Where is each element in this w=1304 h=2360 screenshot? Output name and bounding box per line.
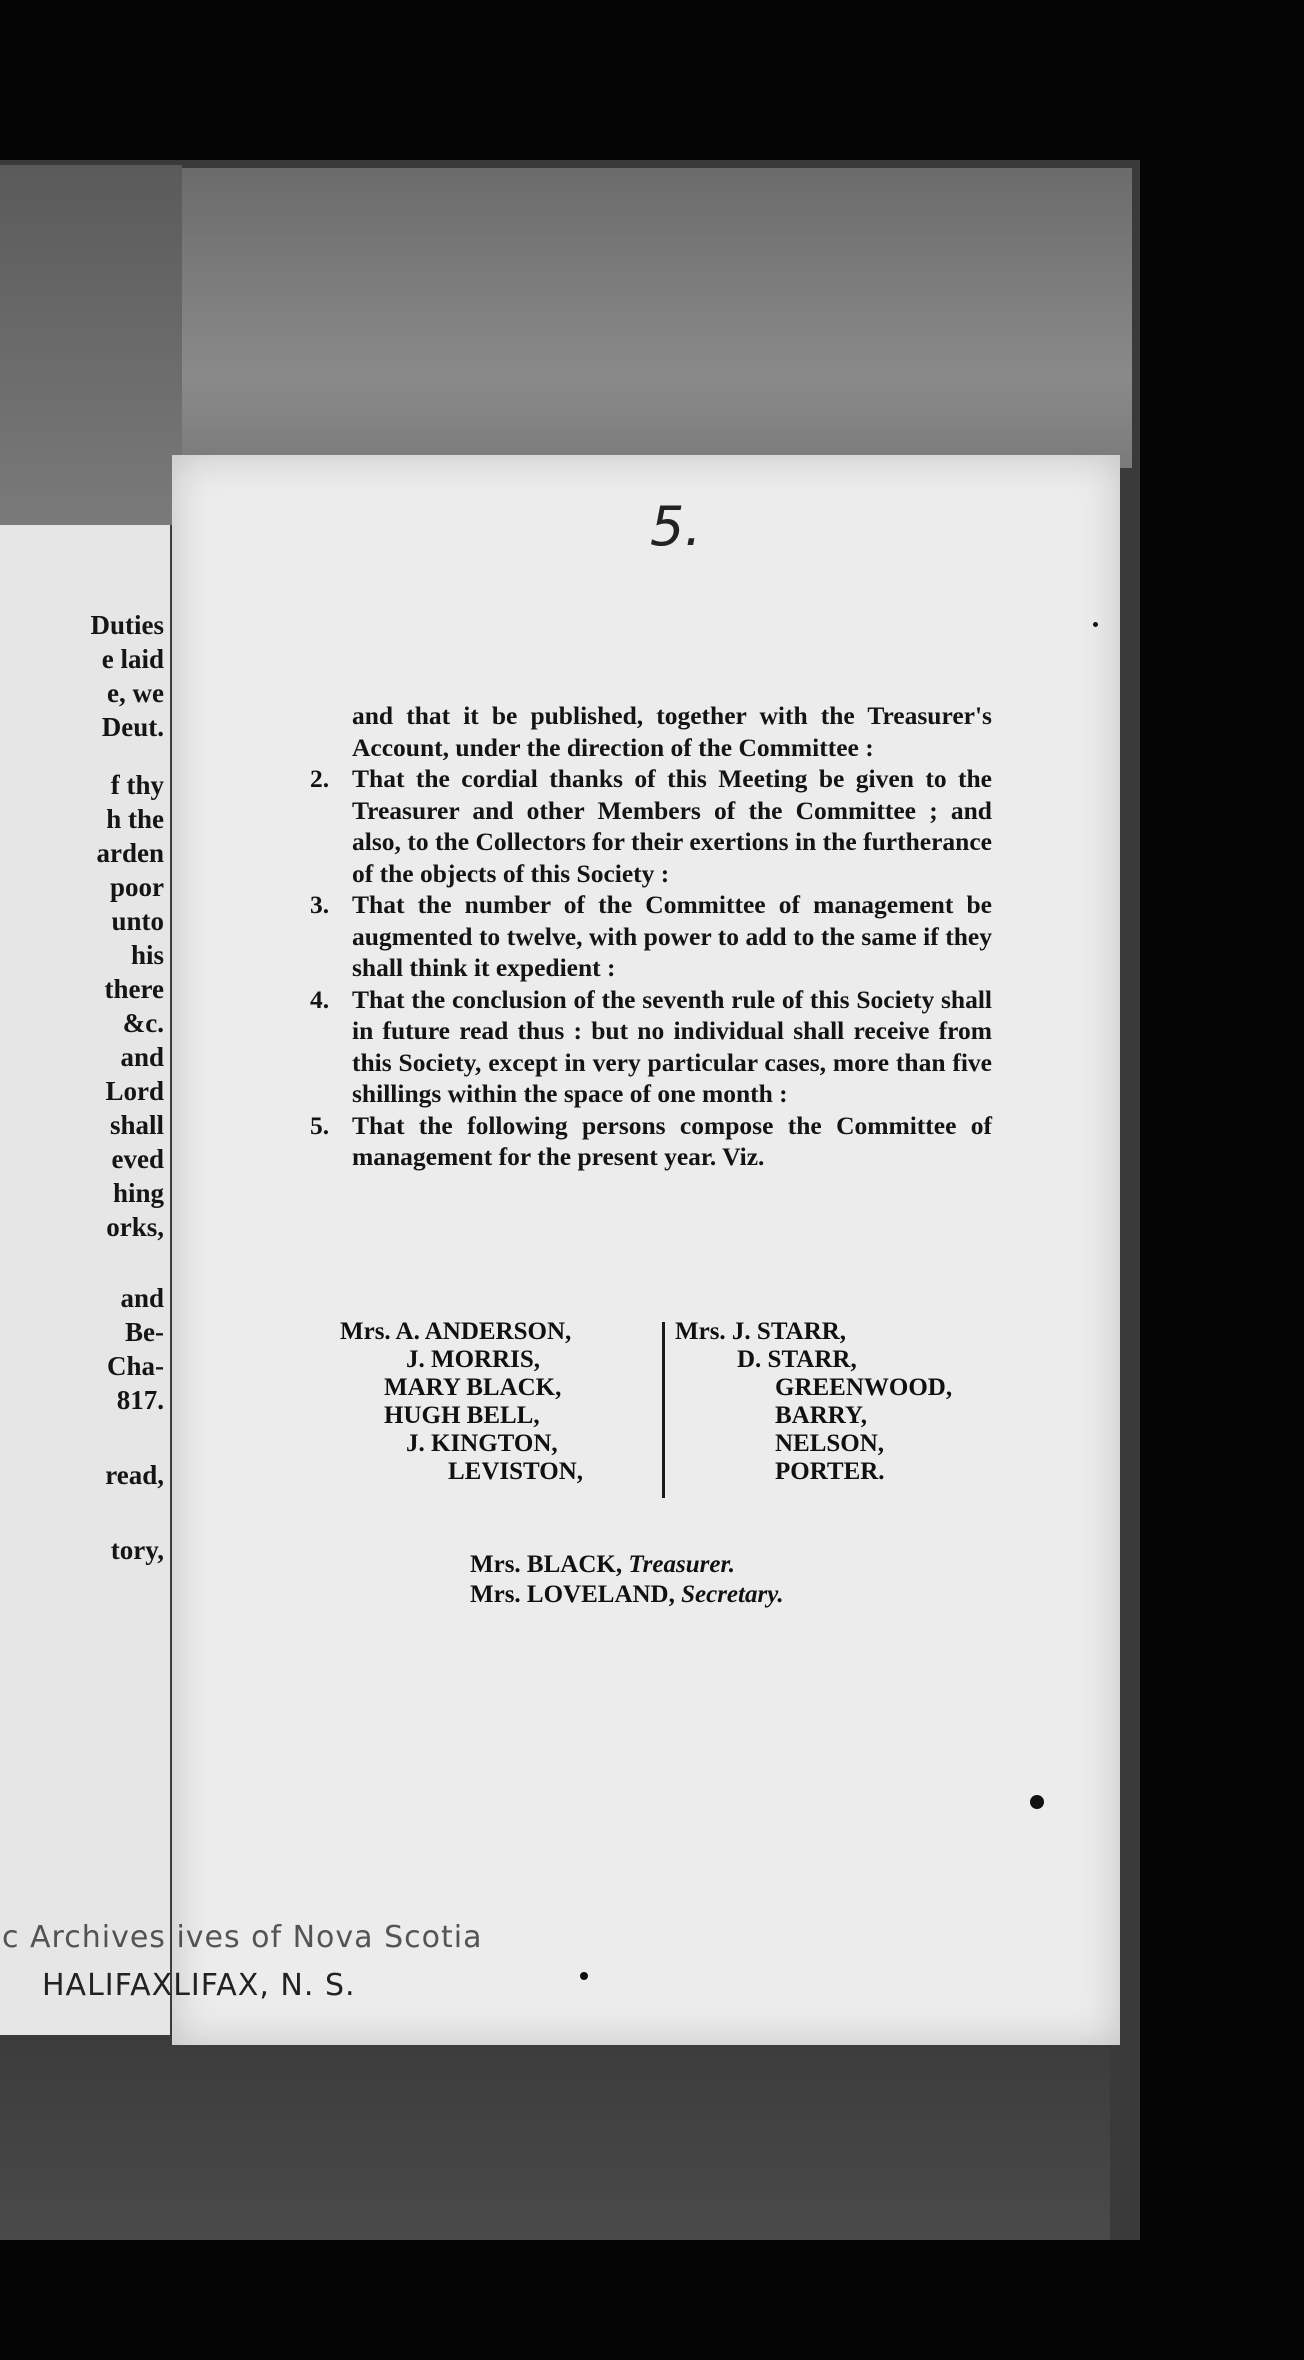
committee-member: D. STARR, (737, 1346, 857, 1373)
left-fragment: Duties (90, 610, 164, 640)
left-fragment: &c. (122, 1008, 164, 1038)
secretary-line (470, 1580, 784, 1610)
committee-member: LEVISTON, (448, 1458, 584, 1485)
resolution-number: 3. (310, 890, 330, 919)
resolution-number: 5. (310, 1110, 330, 1140)
committee-left-column (340, 1318, 583, 1486)
ink-speck (580, 1972, 588, 1980)
bottom-gray-band (0, 2040, 1110, 2240)
resolution-number: 2. (310, 764, 330, 793)
left-fragment: h the (106, 804, 164, 834)
left-fragment: and (120, 1283, 164, 1313)
ink-speck (1030, 1795, 1044, 1809)
top-gray-band (182, 168, 1132, 468)
archive-stamp-line1: c Archives ives of Nova Scotia (2, 1920, 483, 1955)
resolution-text: That the number of the Committee of management be augmented to twelve, with power to add to the same if they shall think it expedient : (352, 890, 992, 982)
committee-member: HUGH BELL, (384, 1402, 540, 1429)
ink-speck (1093, 622, 1098, 627)
left-fragment: arden (96, 838, 164, 868)
left-fragment: eved (111, 1144, 164, 1174)
left-fragment: hing (112, 1178, 164, 1208)
committee-member: J. MORRIS, (406, 1346, 541, 1373)
resolution-5 (310, 1110, 992, 1173)
committee-member: MARY BLACK, (384, 1374, 562, 1401)
resolution-4 (310, 984, 992, 1110)
left-fragment: Be- (125, 1317, 164, 1347)
resolution-2 (310, 763, 992, 889)
left-fragment: there (104, 974, 164, 1004)
committee-member: NELSON, (775, 1430, 885, 1457)
left-fragment: 817. (116, 1385, 164, 1415)
officers-block (470, 1550, 784, 1610)
left-fragment: orks, (106, 1212, 164, 1242)
left-strip-shadow (0, 165, 182, 525)
column-divider (662, 1322, 665, 1498)
committee-list (340, 1318, 1000, 1498)
left-fragment: unto (111, 906, 164, 936)
treasurer-title: Treasurer. (628, 1551, 736, 1578)
document-page (172, 455, 1120, 2045)
page-number: 5. (650, 495, 702, 558)
resolution-3 (310, 889, 992, 984)
archive-stamp-line2: HALIFAXLIFAX, N. S. (42, 1968, 356, 2003)
resolution-text: That the following persons compose the Committee of management for the present year. Viz. (352, 1110, 992, 1171)
left-fragment: Cha- (106, 1351, 164, 1381)
treasurer-line (470, 1550, 784, 1580)
left-fragment: poor (110, 872, 164, 902)
left-fragment: f thy (110, 770, 164, 800)
resolutions-text (310, 700, 992, 1173)
committee-member: PORTER. (775, 1458, 885, 1485)
treasurer-name: Mrs. BLACK, (470, 1551, 623, 1578)
left-fragment: tory, (110, 1535, 164, 1565)
secretary-name: Mrs. LOVELAND, (470, 1581, 675, 1608)
committee-member: BARRY, (775, 1402, 867, 1429)
secretary-title: Secretary. (681, 1581, 784, 1608)
left-fragment: Lord (105, 1076, 164, 1106)
resolution-text: That the cordial thanks of this Meeting be given to the Treasurer and other Members of the Committee ; and also, to the Collectors for their exertions in the furtherance of the objects of this Society : (352, 764, 992, 888)
committee-member: J. KINGTON, (406, 1430, 558, 1457)
left-fragment: his (130, 940, 164, 970)
left-fragment: e, we (107, 678, 164, 708)
left-fragment: and (120, 1042, 164, 1072)
left-fragment: read, (105, 1460, 164, 1490)
left-page-fragment (0, 525, 173, 2035)
left-fragment: e laid (101, 644, 164, 674)
left-fragment: shall (109, 1110, 164, 1140)
committee-member: GREENWOOD, (775, 1374, 953, 1401)
committee-member: Mrs. J. STARR, (675, 1318, 847, 1345)
intro-paragraph: and that it be published, together with the Treasurer's Account, under the direction of the Committee : (352, 701, 992, 762)
resolution-number: 4. (310, 984, 330, 1014)
committee-member: Mrs. A. ANDERSON, (340, 1318, 572, 1345)
archive-stamp (0, 1920, 520, 2020)
resolution-text: That the conclusion of the seventh rule of this Society shall in future read thus : but no individual shall receive from this Society, except in very particular cases, more than five shillings within the space of one month : (352, 984, 992, 1108)
committee-right-column (675, 1318, 952, 1486)
left-fragment: Deut. (101, 712, 164, 742)
